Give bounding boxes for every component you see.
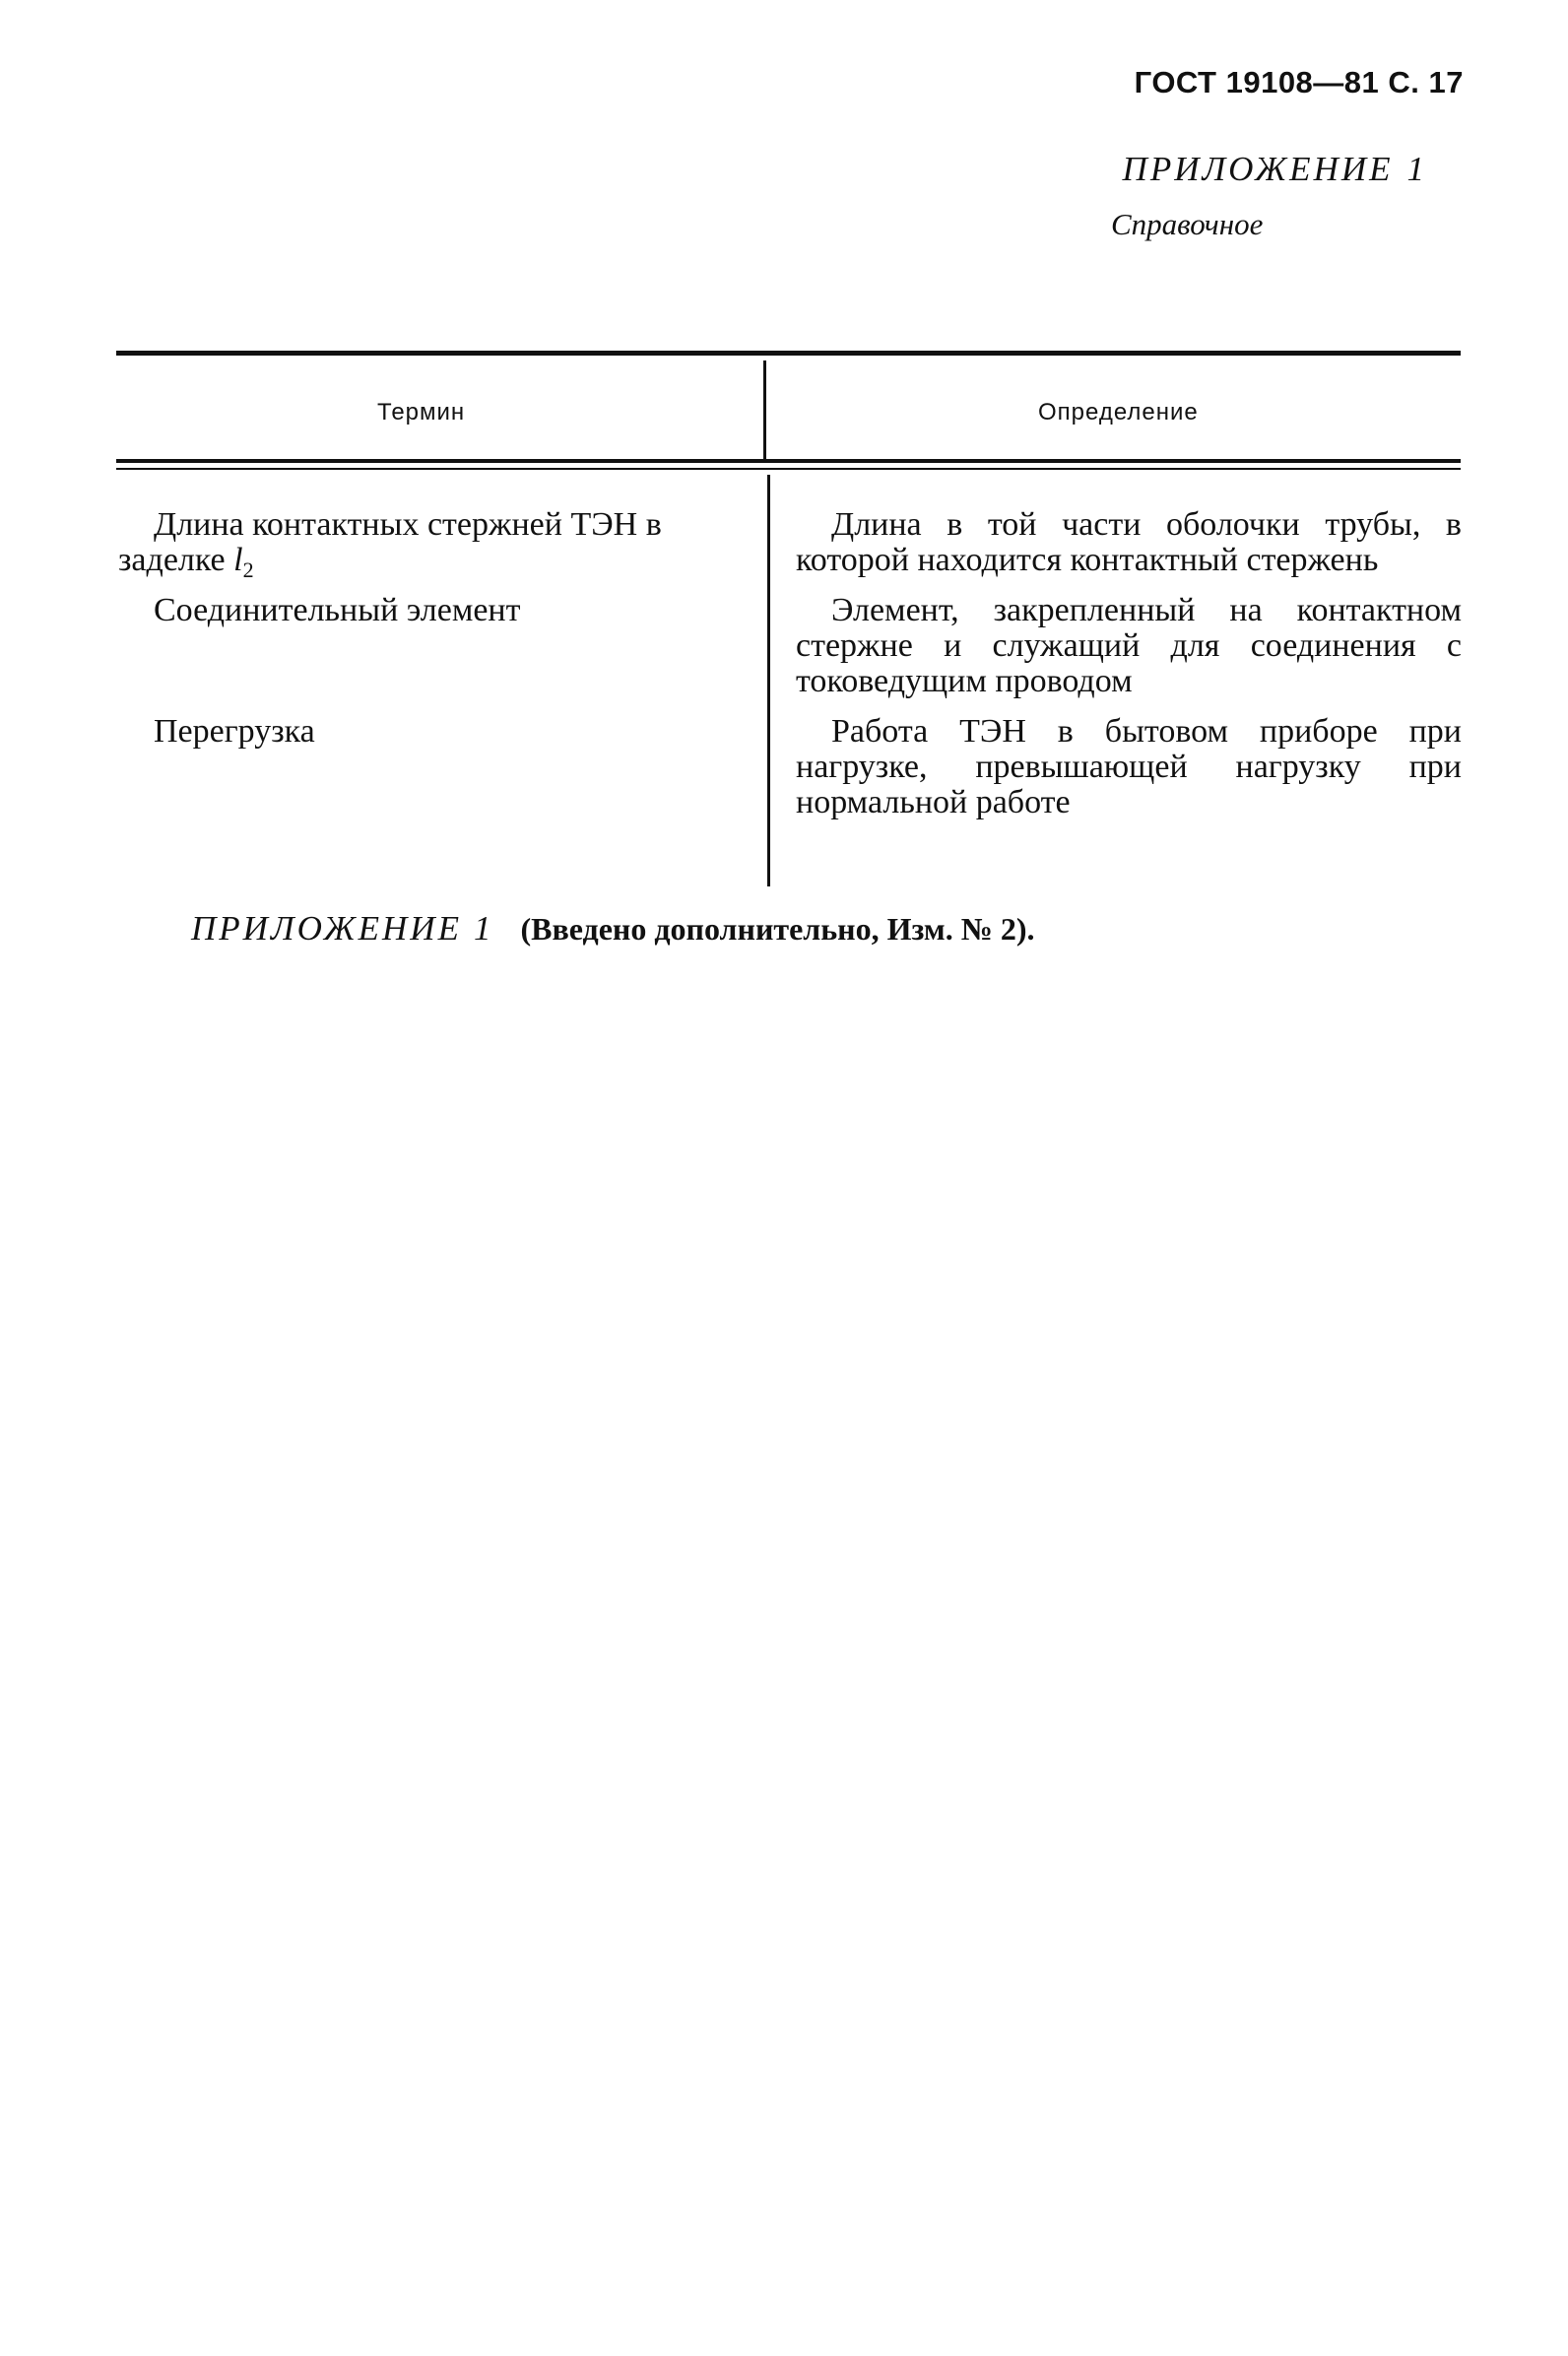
term-text-main: Длина контактных стержней ТЭН в заделке: [118, 506, 662, 578]
term-text: Соединительный элемент: [154, 592, 521, 628]
term-subscript: 2: [242, 557, 254, 582]
table-row-term: [118, 593, 709, 628]
table-row-term: [118, 507, 709, 581]
table-row-term: [118, 714, 709, 750]
footer-label: ПРИЛОЖЕНИЕ: [191, 909, 462, 948]
table-row-definition: [796, 593, 1462, 699]
table-column-divider-body: [767, 475, 770, 886]
column-header-term: Термин: [377, 399, 466, 425]
page-header: ГОСТ 19108—81 С. 17: [1134, 65, 1464, 99]
appendix-label-number: 1: [1406, 150, 1427, 188]
footer-number: 1: [473, 909, 491, 948]
table-row-definition: [796, 714, 1462, 820]
term-text: [118, 507, 709, 581]
table-top-rule: [116, 351, 1461, 356]
definition-text: Длина в той части оболочки трубы, в которой находится контактный стержень: [796, 506, 1462, 578]
table-header-rule-thin: [116, 468, 1461, 470]
term-symbol: l: [233, 542, 243, 578]
table-header-rule: [116, 459, 1461, 463]
term-text: Перегрузка: [154, 713, 315, 750]
table-row-definition: [796, 507, 1462, 578]
footer-note-text: (Введено дополнительно, Изм. № 2).: [520, 911, 1035, 947]
appendix-type: Справочное: [1111, 207, 1264, 241]
footer-note: [191, 909, 1035, 949]
column-header-definition: Определение: [1038, 399, 1199, 425]
table-column-divider-header: [763, 360, 766, 459]
appendix-label: [1123, 150, 1427, 189]
definition-text: Работа ТЭН в бытовом приборе при нагрузке, превышающей нагрузку при нормальной работе: [796, 713, 1462, 820]
appendix-label-text: ПРИЛОЖЕНИЕ: [1122, 150, 1394, 188]
definition-text: Элемент, закрепленный на контактном стержне и служащий для соединения с токоведущим проводом: [796, 592, 1462, 699]
